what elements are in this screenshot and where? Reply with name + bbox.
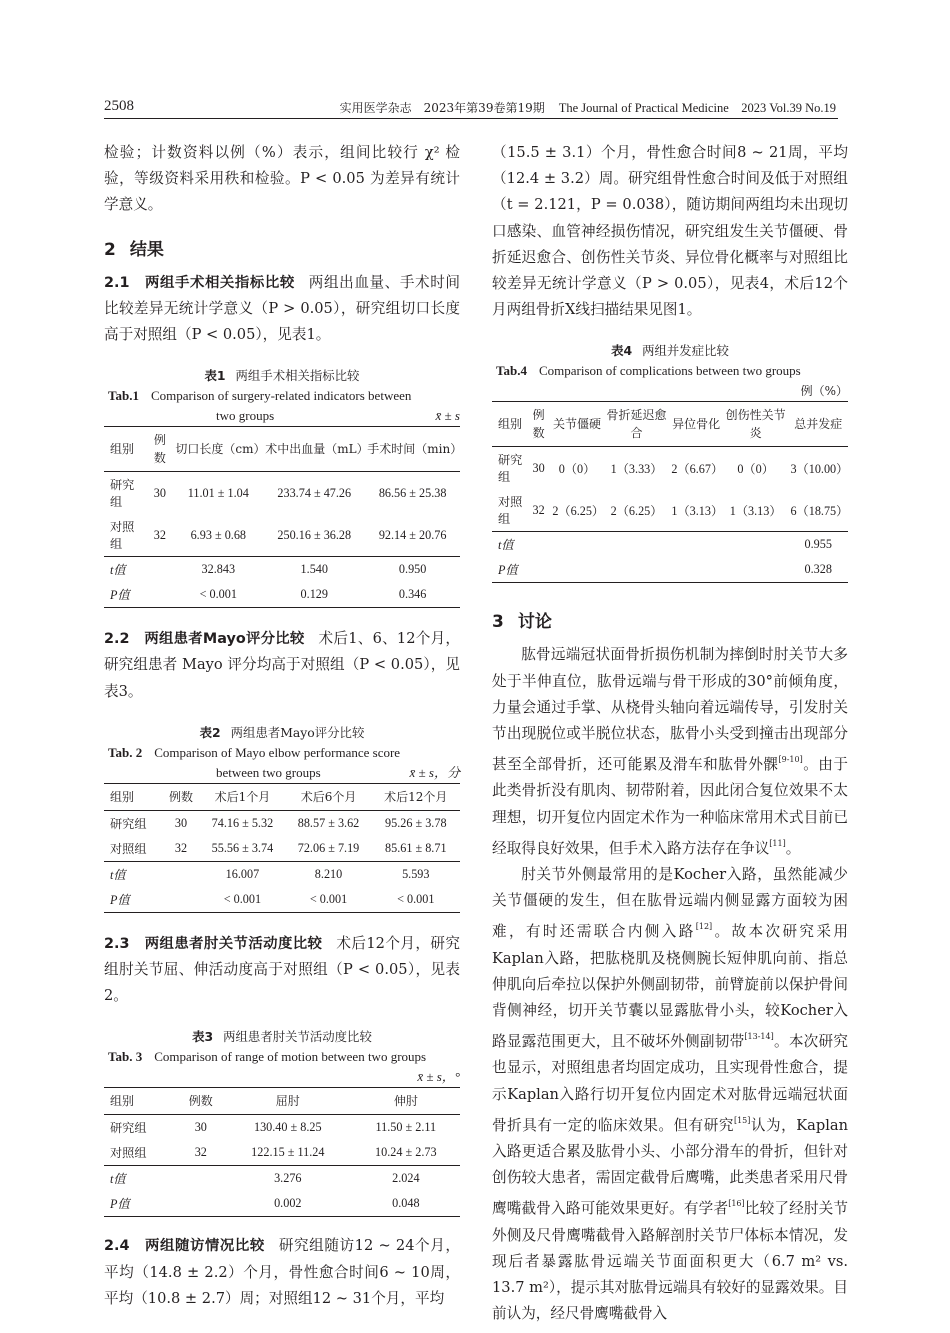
table2-caption-en <box>104 743 460 783</box>
caption-number: 表4 <box>611 343 633 359</box>
citation: [13-14] <box>744 1032 774 1042</box>
caption-en-line1: Comparison of surgery-related indicators between <box>150 388 412 404</box>
text-run: 比较了经肘关节外侧及尺骨鹰嘴截骨入路解剖肘关节尸体标本情况，发现后者暴露肱骨远端关节面面积更大（6.7 m² vs. 13.7 m²），提示其对肱骨远端具有较好的显露效果。目前认为，经尺骨鹰嘴截骨入 <box>492 1200 848 1323</box>
header-cell: 术中出血量（mL） <box>263 427 365 472</box>
caption-en-line2: between two groups <box>216 764 321 780</box>
caption-en-number: Tab.4 <box>496 363 527 379</box>
cell: 0（0） <box>558 461 596 476</box>
caption-en-line1: Comparison of range of motion between two groups <box>154 1049 427 1065</box>
cell: t值 <box>104 861 163 887</box>
cell <box>723 557 789 583</box>
subsection-body: 术后1、6、12个月，研究组患者 Mayo 评分均高于对照组（P < 0.05），见表3。 <box>104 630 461 700</box>
cell: 对照组 <box>110 841 147 856</box>
text-run: 。 <box>785 839 801 857</box>
citation: [9-10] <box>778 755 803 765</box>
caption-text: 两组患者肘关节活动度比较 <box>223 1029 372 1045</box>
table-row <box>104 810 460 836</box>
cell: 10.24 ± 2.73 <box>375 1145 437 1160</box>
section-number: 3 <box>492 612 504 633</box>
header-cell: 术后1个月 <box>199 783 285 810</box>
table3-stat: x̄ ± s，° <box>417 1069 460 1085</box>
caption-en-line2: two groups <box>216 408 275 424</box>
cell: 对照组 <box>110 520 135 552</box>
subsection-body: 术后12个月，研究组肘关节屈、伸活动度高于对照组（P < 0.05），见表2。 <box>104 934 460 1005</box>
table2-caption-cn <box>104 723 460 741</box>
cell: 11.01 ± 1.04 <box>187 485 249 500</box>
page-number: 2508 <box>104 98 134 114</box>
cell <box>723 532 789 558</box>
cell: 0.002 <box>224 1191 352 1217</box>
table-row <box>104 582 460 608</box>
cell <box>604 557 670 583</box>
table-row <box>104 1191 460 1217</box>
table4-caption-cn <box>492 341 848 359</box>
table1-caption-en <box>104 386 460 426</box>
cell: P值 <box>104 1191 178 1217</box>
subsection-2-4 <box>104 1233 460 1312</box>
cell <box>146 557 173 583</box>
cell <box>669 532 722 558</box>
table2 <box>104 783 460 913</box>
cell: < 0.001 <box>372 887 460 913</box>
cell: 95.26 ± 3.78 <box>385 815 447 830</box>
table1-caption-cn <box>104 366 460 384</box>
cell <box>527 532 550 558</box>
cell: < 0.001 <box>199 887 285 913</box>
cell: 对照组 <box>498 495 523 527</box>
citation: [11] <box>769 838 786 848</box>
header-cell: 组别 <box>104 427 146 472</box>
table3 <box>104 1087 460 1217</box>
cell: 1（3.13） <box>671 503 724 518</box>
subsection-title: 2.3 两组患者肘关节活动度比较 <box>104 935 323 952</box>
caption-text: 两组患者Mayo评分比较 <box>230 724 365 740</box>
table-row <box>492 489 848 532</box>
table-row <box>104 1115 460 1141</box>
table1-stat: x̄ ± s <box>435 408 460 424</box>
cell: 2（6.67） <box>671 461 724 476</box>
table3-caption-en <box>104 1047 460 1087</box>
table-row <box>104 557 460 583</box>
header-cell: 伸肘 <box>352 1088 460 1115</box>
header-cell: 组别 <box>104 1088 178 1115</box>
cell <box>178 1166 224 1192</box>
cell: 5.593 <box>372 861 460 887</box>
cell: 16.007 <box>199 861 285 887</box>
table4-stat: 例（%） <box>800 384 848 399</box>
cell: 2（6.25） <box>552 503 605 518</box>
cell: 2.024 <box>352 1166 460 1192</box>
header-cell: 组别 <box>104 783 163 810</box>
caption-text: 两组并发症比较 <box>642 343 729 359</box>
subsection-title: 2.2 两组患者Mayo评分比较 <box>104 631 305 648</box>
cell: 11.50 ± 2.11 <box>375 1120 437 1135</box>
text-run: 肱骨远端冠状面骨折损伤机制为摔倒时肘关节大多处于半伸直位，肱骨远端与骨干形成的30°前倾角度，力量会通过手掌、从桡骨头轴向着远端传导，引发肘关节出现脱位或半脱位状态，肱骨小头受到撞击出现部分甚至全部骨折，还可能累及滑车和肱骨外髁 <box>492 646 848 774</box>
cell: t值 <box>104 557 146 583</box>
subsection-title: 2.1 两组手术相关指标比较 <box>104 274 295 291</box>
text-run: 肘关节外侧最常用的是Kocher入路，虽然能减少关节僵硬的发生，但在肱骨远端内侧显露方面较为困难，有时还需联合内侧入路 <box>492 866 848 941</box>
header-cell: 创伤性关节炎 <box>723 402 789 447</box>
section-title: 讨论 <box>517 612 552 633</box>
cell: 86.56 ± 25.38 <box>378 485 447 500</box>
header-cell: 术后12个月 <box>372 783 460 810</box>
text-run: 。故本次研究采用Kaplan入路，把肱桡肌及桡侧腕长短伸肌向前、指总伸肌向后牵拉以保护外侧副韧带，前臂旋前以保护骨间背侧神经，切开关节囊以显露肱骨小头，较Kocher入路显露范围更大，且不破坏外侧副韧带 <box>492 923 848 1051</box>
cell: 0.346 <box>365 582 460 608</box>
intro-paragraph: 检验；计数资料以例（%）表示，组间比较行 χ² 检验，等级资料采用秩和检验。P < 0.05 为差异有统计学意义。 <box>104 144 460 214</box>
table-row <box>104 1166 460 1192</box>
cell: 130.40 ± 8.25 <box>253 1120 322 1135</box>
section-3-heading <box>492 607 848 632</box>
cell: P值 <box>104 887 163 913</box>
cell: t值 <box>492 532 527 558</box>
cell: 0.129 <box>263 582 365 608</box>
table-row <box>104 472 460 515</box>
table-row <box>492 532 848 558</box>
cell: 55.56 ± 3.74 <box>211 840 274 855</box>
caption-en-line1: Comparison of complications between two groups <box>538 363 801 379</box>
caption-number: 表1 <box>204 368 226 384</box>
cell <box>163 861 200 887</box>
section-title: 结果 <box>129 239 164 260</box>
cell: 74.16 ± 5.32 <box>211 815 274 830</box>
header-cell: 屈肘 <box>224 1088 352 1115</box>
cell: 233.74 ± 47.26 <box>277 485 352 500</box>
table-row <box>104 1140 460 1166</box>
cell: 1（3.33） <box>610 461 663 476</box>
header-cell: 总并发症 <box>788 402 848 447</box>
caption-en-number: Tab.1 <box>108 388 139 404</box>
subsection-2-2 <box>104 626 460 705</box>
right-column <box>492 140 848 1328</box>
cell: 122.15 ± 11.24 <box>251 1145 325 1160</box>
cell <box>604 532 670 558</box>
cell: 0（0） <box>737 461 774 476</box>
cell: P值 <box>492 557 527 583</box>
cell: 8.210 <box>285 861 371 887</box>
cell: 32.843 <box>173 557 263 583</box>
cell: 30 <box>153 485 166 500</box>
journal-en: The Journal of Practical Medicine 2023 Vol.39 No.19 <box>558 101 836 115</box>
cell: 88.57 ± 3.62 <box>297 815 360 830</box>
cell <box>527 557 550 583</box>
table-row <box>104 887 460 913</box>
cell: 1（3.13） <box>729 503 782 518</box>
cell <box>550 532 603 558</box>
cell: 0.955 <box>788 532 848 558</box>
cell: 0.950 <box>365 557 460 583</box>
cell <box>550 557 603 583</box>
table-row <box>104 836 460 862</box>
cell: 研究组 <box>110 478 135 510</box>
journal-cn: 实用医学杂志 2023年第39卷第19期 <box>339 101 545 115</box>
subsection-body: 研究组随访12 ~ 24个月，平均（14.8 ± 2.2）个月，骨性愈合时间6 ~ 10周，平均（10.8 ± 2.7）周；对照组12 ~ 31个月，平均 <box>104 1237 460 1307</box>
table2-stat: x̄ ± s，分 <box>409 764 460 780</box>
caption-number: 表2 <box>199 724 221 740</box>
header-cell: 手术时间（min） <box>365 427 460 472</box>
cell <box>669 557 722 583</box>
cell: P值 <box>104 582 146 608</box>
cell: 72.06 ± 7.19 <box>297 840 360 855</box>
cell: 3（10.00） <box>790 461 849 476</box>
text-run: 。由于此类骨折没有肌肉、韧带附着，因此闭合复位效果不太理想，切开复位内固定术作为一种临床常用术式目前已经取得良好效果，但手术入路方法存在争议 <box>492 756 848 857</box>
cell: 30 <box>532 460 545 475</box>
cell: 30 <box>174 815 188 830</box>
caption-number: 表3 <box>192 1029 214 1045</box>
left-column <box>104 140 463 1312</box>
caption-en-number: Tab. 3 <box>108 1049 143 1065</box>
header-cell: 例数 <box>178 1088 224 1115</box>
subsection-2-3 <box>104 931 460 1010</box>
discussion-paragraph-1 <box>492 642 848 862</box>
caption-text: 两组手术相关指标比较 <box>235 368 360 384</box>
header-rule <box>104 118 838 119</box>
cell: 92.14 ± 20.76 <box>378 527 447 542</box>
cell: 2（6.25） <box>610 503 663 518</box>
subsection-2-1 <box>104 270 460 349</box>
header-cell: 例数 <box>146 427 173 472</box>
cell <box>146 582 173 608</box>
subsection-body: 两组出血量、手术时间比较差异无统计学意义（P > 0.05），研究组切口长度高于对照组（P < 0.05），见表1。 <box>104 273 460 344</box>
caption-en-line1: Comparison of Mayo elbow performance score <box>154 744 401 760</box>
header-cell: 异位骨化 <box>669 402 722 447</box>
cell: 6.93 ± 0.68 <box>190 527 247 542</box>
cell: 1.540 <box>263 557 365 583</box>
table1 <box>104 426 463 608</box>
table4 <box>492 401 848 583</box>
cell: 32 <box>153 527 166 542</box>
section-2-heading <box>104 235 460 260</box>
table-row <box>104 861 460 887</box>
cell <box>163 887 200 913</box>
cell: 对照组 <box>110 1146 147 1161</box>
caption-en-number: Tab. 2 <box>108 744 143 760</box>
cell: 30 <box>194 1120 207 1135</box>
header-cell: 例数 <box>163 783 200 810</box>
cell: 85.61 ± 8.71 <box>385 840 447 855</box>
header-cell: 术后6个月 <box>285 783 371 810</box>
header-cell: 组别 <box>492 402 527 447</box>
cell: 研究组 <box>110 1121 147 1136</box>
table-row <box>492 447 848 490</box>
discussion-paragraph-2 <box>492 862 848 1327</box>
table3-caption-cn <box>104 1027 460 1045</box>
cell: 250.16 ± 36.28 <box>277 527 352 542</box>
cell: t值 <box>104 1166 178 1192</box>
text-run: 。本次研究也显示，对照组患者均固定成功，且实现骨性愈合，提示Kaplan入路行切开复位内固定术对肱骨远端冠状面骨折具有一定的临床效果。但有研究 <box>492 1033 848 1134</box>
cell: 研究组 <box>110 816 147 831</box>
running-header <box>340 98 836 116</box>
table4-caption-en <box>492 361 848 401</box>
citation: [12] <box>695 922 713 932</box>
cell: 0.328 <box>788 557 848 583</box>
text-run: 认为，Kaplan入路更适合累及肱骨小头、小部分滑车的骨折，但针对创伤较大患者，需固定截骨后鹰嘴，此类患者采用尺骨鹰嘴截骨入路可能效果更好。有学者 <box>492 1116 848 1218</box>
header-cell: 例数 <box>527 402 550 447</box>
section-number: 2 <box>104 239 116 260</box>
table-row <box>492 557 848 583</box>
cell: 32 <box>194 1145 207 1160</box>
continued-paragraph: （15.5 ± 3.1）个月，骨性愈合时间8 ~ 21周，平均（12.4 ± 3.2）周。研究组骨性愈合时间及低于对照组（t = 2.121，P = 0.038），随访期间两组均未出现切口感染、血管神经损伤情况，研究组发生关节僵硬、骨折延迟愈合、创伤性关节炎、异位骨化概率与对照组比较差异无统计学意义（P > 0.05），见表4，术后12个月两组骨折X线扫描结果见图1。 <box>492 144 848 319</box>
cell: 0.048 <box>352 1191 460 1217</box>
cell: < 0.001 <box>285 887 371 913</box>
header-cell: 切口长度（cm） <box>173 427 263 472</box>
citation: [15] <box>733 1115 751 1125</box>
citation: [16] <box>728 1199 745 1209</box>
cell: < 0.001 <box>173 582 263 608</box>
header-cell: 关节僵硬 <box>550 402 603 447</box>
cell: 6（18.75） <box>790 503 849 518</box>
table-row <box>104 514 460 557</box>
cell <box>178 1191 224 1217</box>
subsection-title: 2.4 两组随访情况比较 <box>104 1238 265 1255</box>
header-cell: 骨折延迟愈合 <box>604 402 670 447</box>
cell: 32 <box>532 502 545 517</box>
cell: 32 <box>174 840 188 855</box>
cell: 3.276 <box>224 1166 352 1192</box>
cell: 研究组 <box>498 453 523 485</box>
